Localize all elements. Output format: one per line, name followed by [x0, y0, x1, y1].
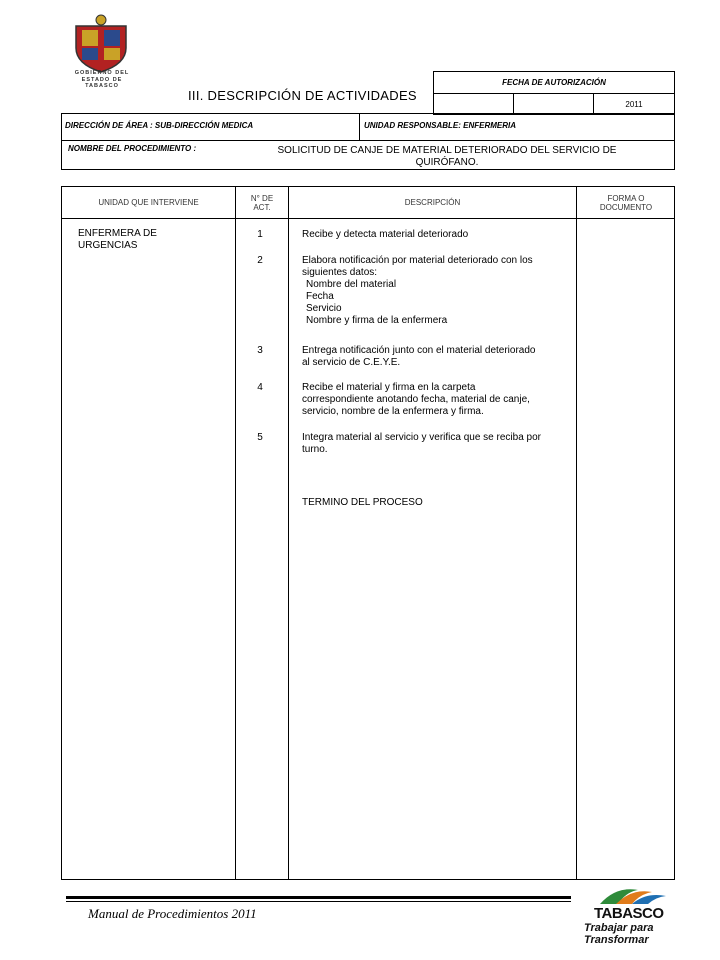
header-divider: [62, 218, 674, 219]
activity-number: 3: [257, 345, 263, 356]
activity-number: 2: [257, 255, 263, 266]
activity-description: Recibe y detecta material deteriorado: [302, 229, 469, 240]
column-header-activity-number: N° DE ACT.: [250, 193, 274, 212]
authorization-label: FECHA DE AUTORIZACIÓN: [434, 72, 674, 94]
footer-brand: TABASCO: [594, 905, 664, 922]
manual-title: Manual de Procedimientos 2011: [88, 906, 257, 921]
direction-label: DIRECCIÓN DE ÁREA : SUB-DIRECCIÓN MEDICA: [65, 121, 254, 130]
activity-number: 4: [257, 382, 263, 393]
footer-slogan: Trabajar para Transformar: [584, 922, 654, 946]
activity-description: Entrega notificación junto con el material deteriorado al servicio de C.E.Y.E.: [302, 345, 536, 368]
crest-caption: GOBIERNO DEL ESTADO DE TABASCO: [74, 70, 130, 89]
activity-description: Integra material al servicio y verifica que se reciba por turno.: [302, 432, 541, 455]
direction-row: [61, 113, 675, 141]
procedure-label: NOMBRE DEL PROCEDIMIENTO :: [68, 144, 197, 153]
column-divider: [235, 187, 236, 879]
divider: [359, 114, 360, 140]
activity-description: Elabora notificación por material deteriorado con los siguientes datos: Nombre del material Fecha Servicio Nombre y firma de la enfermera: [302, 255, 533, 326]
process-end-text: TERMINO DEL PROCESO: [302, 497, 423, 508]
authorization-date-box: [433, 71, 675, 115]
footer-rule: [66, 901, 571, 902]
responsible-unit-label: UNIDAD RESPONSABLE: ENFERMERIA: [364, 121, 517, 130]
activity-number: 5: [257, 432, 263, 443]
page-title: III. DESCRIPCIÓN DE ACTIVIDADES: [188, 88, 417, 103]
activity-description: Recibe el material y firma en la carpeta correspondiente anotando fecha, material de canje, servicio, nombre de la enfermera y firma.: [302, 382, 530, 417]
column-header-unit: UNIDAD QUE INTERVIENE: [98, 198, 199, 207]
intervening-unit: ENFERMERA DE URGENCIAS: [78, 228, 157, 251]
column-divider: [288, 187, 289, 879]
authorization-month-cell: [514, 94, 594, 115]
authorization-year: 2011: [625, 100, 643, 109]
activity-number: 1: [257, 229, 263, 240]
footer-rule: [66, 896, 571, 899]
authorization-day-cell: [434, 94, 514, 115]
procedure-name: SOLICITUD DE CANJE DE MATERIAL DETERIORADO DEL SERVICIO DE QUIRÓFANO.: [277, 145, 617, 168]
column-header-document: FORMA O DOCUMENTO: [599, 193, 653, 212]
column-header-description: DESCRIPCIÓN: [404, 198, 461, 207]
procedure-row: [61, 140, 675, 170]
column-divider: [576, 187, 577, 879]
